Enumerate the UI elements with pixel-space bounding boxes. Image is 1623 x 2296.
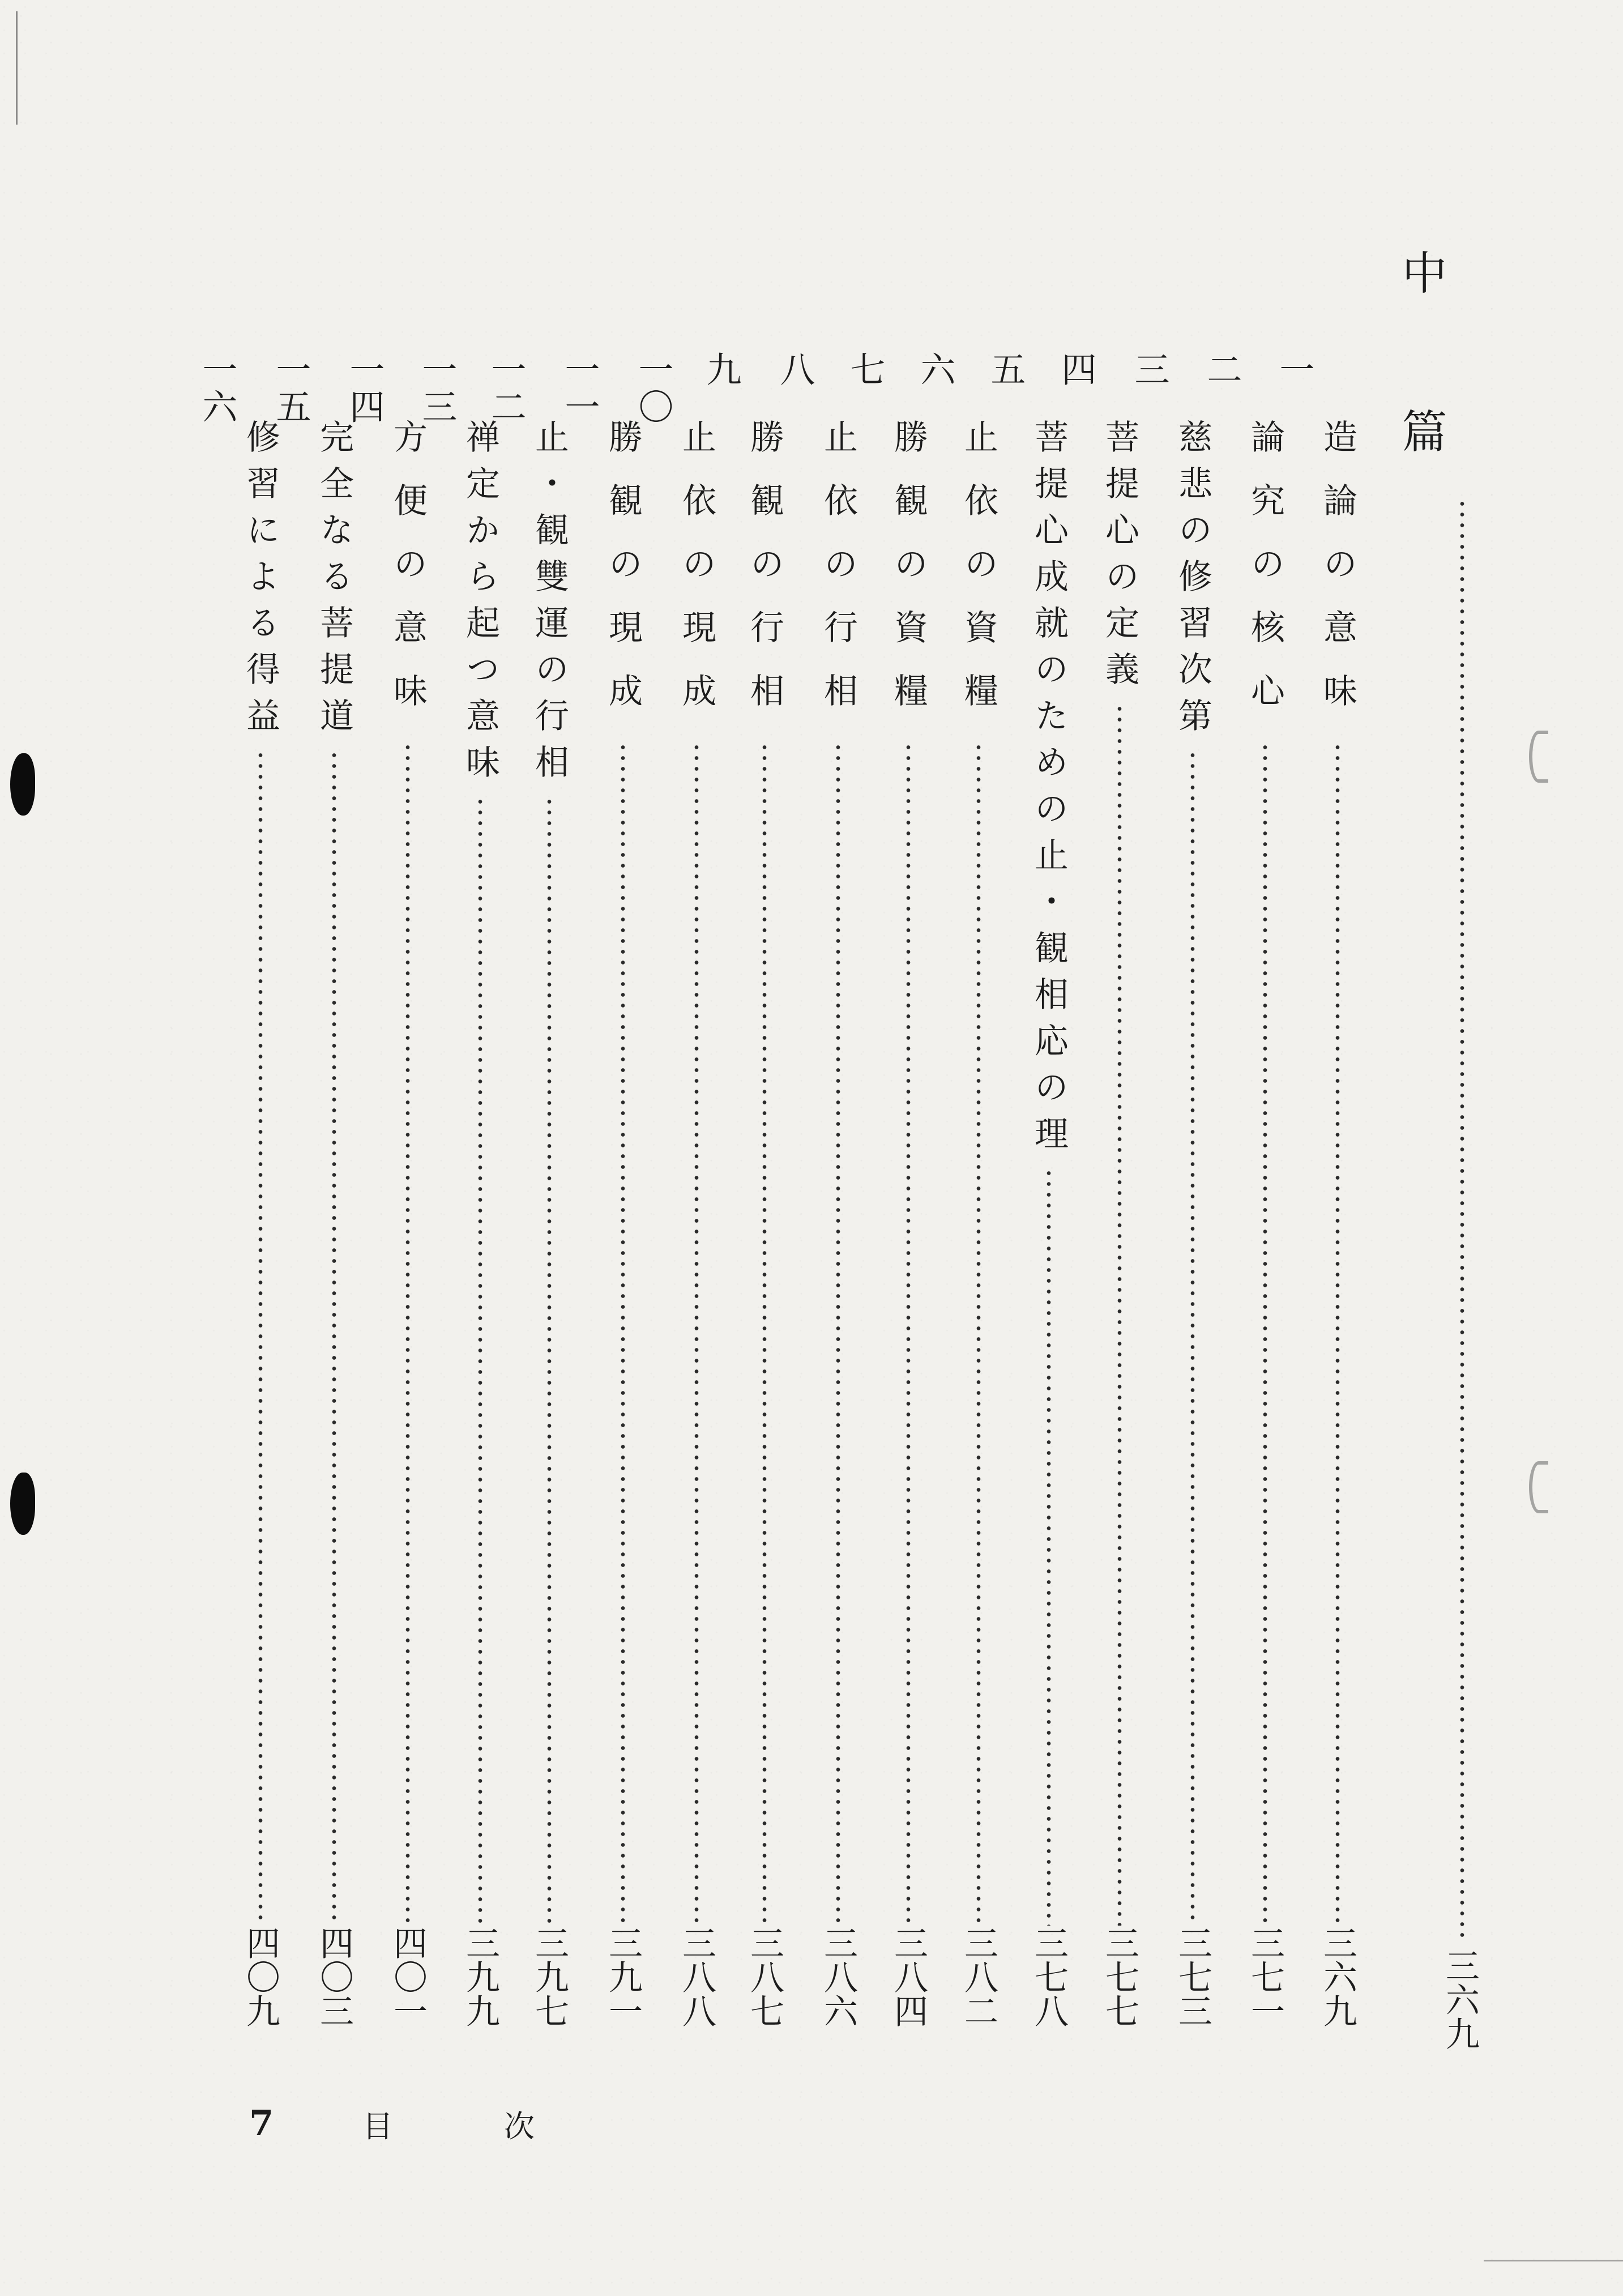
toc-entry-number: 四	[1056, 351, 1097, 386]
toc-entry-number: 六	[915, 351, 956, 386]
toc-entry-title: 菩提心の定義	[1100, 419, 1139, 698]
toc-entry-title: 方便の意味	[388, 419, 428, 736]
dot-leader	[762, 742, 767, 1926]
toc-entry-number: 三	[1129, 351, 1170, 386]
footer-label-moku: 目	[362, 2109, 393, 2144]
toc-entry-number: 一四	[344, 351, 385, 426]
toc-entry-title: 勝観の行相	[745, 419, 784, 736]
dot-leader	[836, 742, 840, 1926]
toc-entry-page: 三八六	[818, 1926, 858, 2028]
scan-edge-mark	[1529, 731, 1548, 783]
toc-entry-page: 三九九	[460, 1926, 500, 2028]
toc-entry-page: 三八二	[959, 1926, 998, 2028]
dot-leader	[258, 750, 263, 1926]
punch-hole-mark	[10, 753, 35, 816]
dot-leader	[976, 742, 981, 1926]
dot-leader	[1263, 742, 1267, 1926]
toc-entry-number: 一二	[485, 351, 527, 426]
dot-leader	[1460, 498, 1464, 1943]
toc-entry-title: 勝観の資糧	[889, 419, 928, 736]
dot-leader	[478, 796, 482, 1926]
toc-entry-page: 三七一	[1245, 1926, 1285, 2028]
toc-entry-page: 四〇三	[314, 1926, 354, 2028]
scan-edge-line	[16, 11, 18, 125]
toc-entry-page: 三八八	[677, 1926, 716, 2028]
toc-entry-page: 四〇一	[388, 1926, 428, 2028]
toc-entry-page: 三九一	[603, 1926, 643, 2028]
footer-label-ji: 次	[504, 2109, 535, 2144]
part-page-number: 三六九	[1440, 1948, 1480, 2050]
dot-leader	[1117, 703, 1122, 1926]
toc-entry-title: 止依の現成	[677, 419, 716, 736]
toc-entry-number: 一〇	[633, 351, 674, 426]
toc-entry-page: 三六九	[1318, 1926, 1357, 2028]
toc-entry-title: 論究の核心	[1245, 419, 1285, 736]
toc-entry-title: 止・観雙運の行相	[529, 419, 569, 791]
toc-entry-number: 五	[985, 351, 1026, 386]
toc-entry-number: 一三	[416, 351, 458, 426]
toc-entry-number: 八	[774, 351, 815, 386]
dot-leader	[1190, 750, 1195, 1926]
toc-entry-title: 修習による得益	[241, 419, 280, 744]
toc-entry-number: 七	[844, 351, 886, 386]
toc-entry-page: 三八四	[889, 1926, 928, 2028]
toc-entry-title: 止依の行相	[818, 419, 858, 736]
toc-entry-number: 一一	[559, 351, 600, 426]
dot-leader	[1047, 1168, 1051, 1926]
toc-entry-title: 止依の資糧	[959, 419, 998, 736]
part-heading: 中篇	[1394, 249, 1447, 566]
toc-entry-number: 一五	[270, 351, 311, 426]
toc-entry-page: 三七七	[1100, 1926, 1139, 2028]
scan-edge-mark	[1529, 1461, 1548, 1513]
page-number: 7	[249, 2102, 274, 2144]
dot-leader	[694, 742, 699, 1926]
toc-entry-title: 慈悲の修習次第	[1173, 419, 1212, 744]
toc-entry-title: 造論の意味	[1318, 419, 1357, 736]
toc-entry-page: 三九七	[529, 1926, 569, 2028]
dot-leader	[332, 750, 336, 1926]
toc-entry-number: 一六	[197, 351, 238, 426]
dot-leader	[1335, 742, 1340, 1926]
dot-leader	[621, 742, 625, 1926]
dot-leader	[906, 742, 911, 1926]
toc-entry-title: 禅定から起つ意味	[460, 419, 500, 791]
toc-entry-title: 菩提心成就のための止・観相応の理	[1029, 419, 1069, 1162]
toc-entry-number: 一	[1274, 351, 1315, 386]
toc-entry-page: 四〇九	[241, 1926, 280, 2028]
toc-entry-page: 三八七	[745, 1926, 784, 2028]
toc-entry-page: 三七八	[1029, 1926, 1069, 2028]
toc-entry-number: 九	[701, 351, 742, 386]
toc-entry-title: 完全なる菩提道	[314, 419, 354, 744]
toc-entry-number: 二	[1201, 351, 1242, 386]
punch-hole-mark	[10, 1473, 35, 1535]
dot-leader	[405, 742, 410, 1926]
dot-leader	[547, 796, 552, 1926]
scan-edge-line	[1484, 2260, 1623, 2261]
toc-entry-title: 勝観の現成	[603, 419, 643, 736]
toc-entry-page: 三七三	[1173, 1926, 1212, 2028]
